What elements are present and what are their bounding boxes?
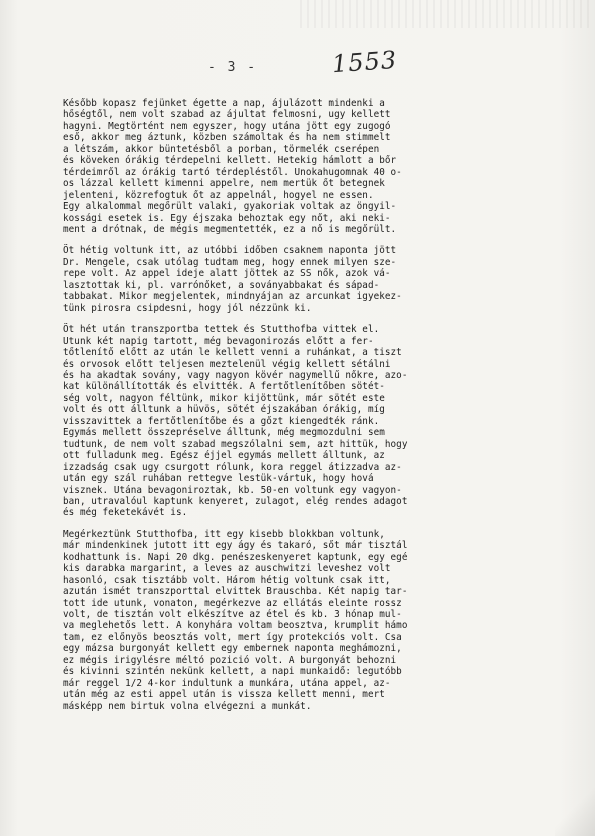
- text-line: és köveken órákig térdepelni kellett. Hetekig hámlott a bőr: [63, 155, 397, 167]
- text-line: Dr. Mengele, csak utólag tudtam meg, hogy ennek milyen sze-: [63, 256, 397, 268]
- paragraph: [63, 98, 583, 235]
- text-line: va meglehetős lett. A konyhára voltam beosztva, krumplit hámo: [63, 620, 408, 632]
- text-line: másképp nem birtuk volna elvégezni a munkát.: [63, 700, 312, 712]
- text-line: egy mázsa burgonyát kellett egy embernek naponta meghámozni,: [63, 643, 402, 655]
- text-line: eső, akkor meg áztunk, közben számoltak és ha nem stimmelt: [63, 132, 391, 144]
- text-line: Egymás mellett összepréselve álltunk, még megmozdulni sem: [63, 427, 385, 439]
- text-line: tudtunk, de nem volt szabad megszólalni sem, azt hittük, hogy: [63, 438, 408, 450]
- text-line: hasonló, csak tisztább volt. Három hétig voltunk csak itt,: [63, 574, 391, 586]
- text-line: ott fulladunk meg. Egész éjjel egymás mellett álltunk, az: [63, 450, 385, 462]
- typewritten-body: [63, 98, 583, 722]
- text-line: tabbakat. Mikor megjelentek, mindnyájan az arcunkat igyekez-: [63, 291, 402, 303]
- handwritten-page-note: 1553: [331, 45, 398, 79]
- text-line: ez mégis irigylésre méltó pozició volt. A burgonyát behozni: [63, 654, 397, 666]
- text-line: hagyni. Megtörtént nem egyszer, hogy utána jött egy zugogó: [63, 120, 391, 132]
- text-line: és ha akadtak sovány, vagy nagyon kövér nagymellű nőkre, azo-: [63, 369, 408, 381]
- text-line: kat különállították és elvitték. A fertőtlenítőben sötét-: [63, 381, 385, 393]
- paragraph: [63, 529, 583, 712]
- text-line: a létszám, akkor büntetésből a porban, törmelék cserépen: [63, 143, 380, 155]
- text-line: os lázzal kellett kimenni appelre, nem mertük őt betegnek: [63, 178, 385, 190]
- text-line: után még az esti appel után is vissza kellett menni, mert: [63, 689, 385, 701]
- text-line: visznek. Utána bevagoniroztak, kb. 50-en voltunk egy vagyon-: [63, 484, 402, 496]
- text-line: volt, de tisztán volt elkészítve az étel és kb. 3 hónap mul-: [63, 609, 402, 621]
- scan-noise: [300, 0, 590, 28]
- text-line: lasztottak ki, pl. varrónőket, a soványabbakat és sápad-: [63, 279, 380, 291]
- text-line: Utunk két napig tartott, még bevagonirozás előtt a fer-: [63, 335, 374, 347]
- text-line: ban, utravalóul kaptunk kenyeret, zulagot, elég rendes adagot: [63, 495, 408, 507]
- page-number: - 3 -: [208, 60, 258, 75]
- text-line: ment a drótnak, de mégis megmentették, ez a nő is megőrült.: [63, 223, 397, 235]
- text-line: Később kopasz fejünket égette a nap, ájulázott mindenki a: [63, 98, 385, 109]
- text-line: már reggel 1/2 4-kor indultunk a munkára, utána appel, az-: [63, 677, 391, 689]
- text-line: hőségtől, nem volt szabad az ájultat felmosni, ugy kellett: [63, 109, 391, 121]
- text-line: és kivinni szintén nekünk kellett, a napi munkaidő: legutóbb: [63, 666, 402, 678]
- text-line: után egy szál ruhában rettegve lestük-vártuk, hogy hová: [63, 473, 374, 485]
- text-line: térdeimről az órákig tartó térdepléstől. Unokahugomnak 40 o-: [63, 166, 402, 178]
- scan-shadow: [555, 776, 595, 836]
- text-line: tünk pirosra csipdesni, hogy jól nézzünk ki.: [63, 302, 312, 314]
- text-line: jelenteni, közrefogtuk őt az appelnál, hogyel ne essen.: [63, 189, 374, 201]
- text-line: és még feketekávét is.: [63, 507, 188, 519]
- text-line: kodhattunk is. Napi 20 dkg. penészeskenyeret kaptunk, egy egé: [63, 551, 408, 563]
- text-line: ség volt, nagyon féltünk, mikor kijöttünk, már sötét este: [63, 392, 385, 404]
- text-line: kis darabka margarint, a leves az auschwitzi leveshez volt: [63, 563, 391, 575]
- text-line: kossági esetek is. Egy éjszaka behoztak egy nőt, aki neki-: [63, 212, 391, 224]
- text-line: azután ismét transzporttal elvittek Brauschba. Két napig tar-: [63, 586, 408, 598]
- paragraph: [63, 245, 583, 314]
- text-line: Öt hétig voltunk itt, az utóbbi időben csaknem naponta jött: [63, 245, 397, 257]
- text-line: izzadság csak ugy csurgott rólunk, kora reggel átizzadva az-: [63, 461, 402, 473]
- text-line: tott ide utunk, vonaton, megérkezve az ellátás eleinte rossz: [63, 597, 402, 609]
- text-line: repe volt. Az appel ideje alatt jöttek az SS nők, azok vá-: [63, 268, 391, 280]
- text-line: és orvosok előtt teljesen meztelenül végig kellett sétálni: [63, 358, 391, 370]
- text-line: visszavittek a fertőtlenítőbe és a gőzt kiengedték ránk.: [63, 415, 380, 427]
- text-line: tam, ez előnyös beosztás volt, mert így protekciós volt. Csa: [63, 631, 402, 643]
- paragraph: [63, 324, 583, 519]
- text-line: Egy alkalommal megőrült valaki, gyakoriak voltak az öngyil-: [63, 201, 397, 213]
- text-line: Öt hét után transzportba tettek és Stutthofba vittek el.: [63, 324, 380, 336]
- text-line: Megérkeztünk Stutthofba, itt egy kisebb blokkban voltunk,: [63, 528, 385, 540]
- text-line: tőtlenítő előtt az után le kellett venni a ruhánkat, a tiszt: [63, 347, 402, 359]
- text-line: volt és ott álltunk a hüvös, sötét éjszakában órákig, míg: [63, 404, 385, 416]
- text-line: már mindenkinek jutott itt egy ágy és takaró, sőt már tisztál: [63, 540, 408, 552]
